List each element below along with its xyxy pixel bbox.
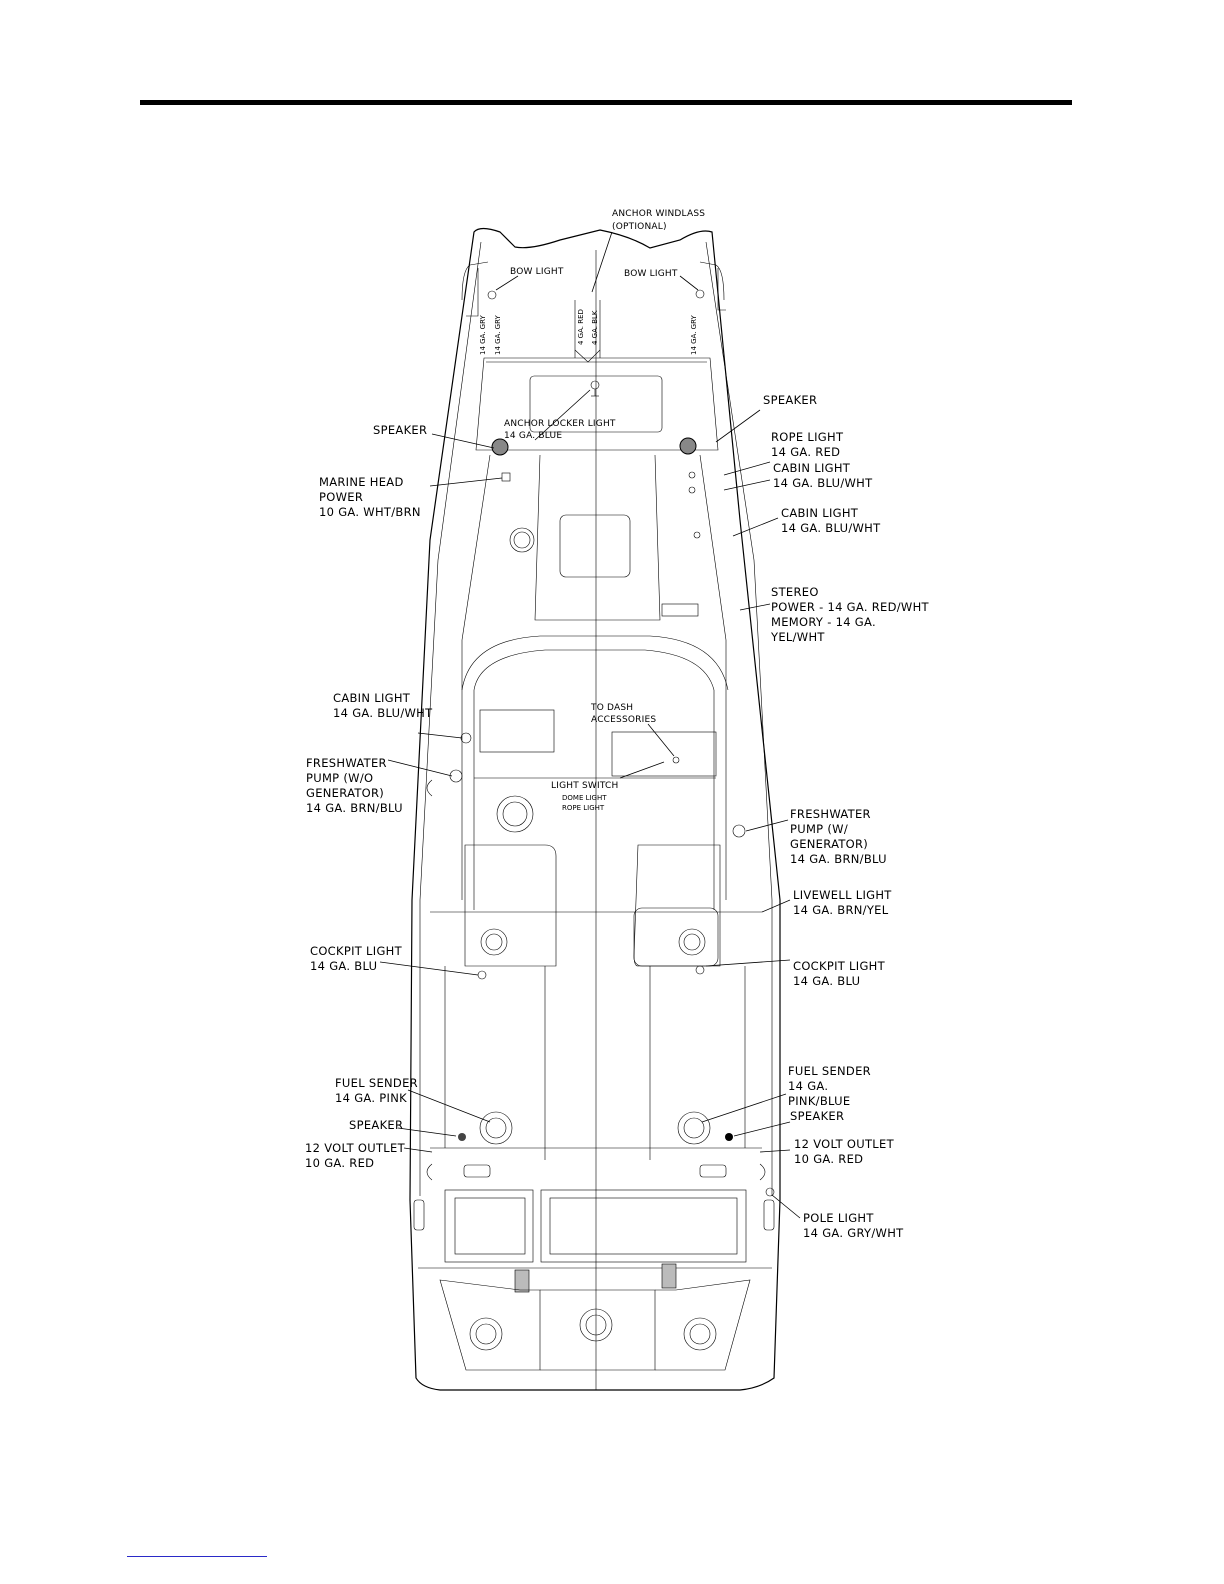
label-fuel-sender-right-1: FUEL SENDER — [788, 1064, 871, 1078]
label-fuel-sender-right-3: PINK/BLUE — [788, 1094, 851, 1108]
label-rope-light-2: 14 GA. RED — [771, 445, 841, 459]
label-pole-light-1: POLE LIGHT — [803, 1211, 874, 1225]
label-to-dash-1: TO DASH — [591, 703, 634, 713]
label-cabin-light-r2-1: CABIN LIGHT — [781, 506, 859, 520]
cabin — [450, 455, 745, 910]
labels — [305, 209, 930, 1240]
label-cockpit-left-2: 14 GA. BLU — [310, 959, 378, 973]
footer-rule — [127, 1556, 267, 1557]
label-stereo-4: YEL/WHT — [771, 630, 825, 644]
label-fuel-sender-left-2: 14 GA. PINK — [335, 1091, 407, 1105]
label-marine-head-2: POWER — [319, 490, 364, 504]
label-freshwater-right-3: GENERATOR) — [790, 837, 869, 851]
label-cabin-light-r1-1: CABIN LIGHT — [773, 461, 851, 475]
leader-lines — [380, 232, 800, 1218]
bow-light-left-icon — [488, 291, 496, 299]
label-livewell-1: LIVEWELL LIGHT — [793, 888, 892, 902]
label-freshwater-right-1: FRESHWATER — [790, 807, 871, 821]
label-stereo-3: MEMORY - 14 GA. — [771, 615, 876, 629]
label-rope-light-switch: ROPE LIGHT — [562, 804, 605, 812]
label-wire-gry-1: 14 GA. GRY — [479, 315, 487, 355]
label-marine-head-3: 10 GA. WHT/BRN — [319, 505, 421, 519]
label-anchor-locker-light-2: 14 GA. BLUE — [504, 431, 563, 441]
label-outlet-left-2: 10 GA. RED — [305, 1156, 375, 1170]
label-freshwater-left-4: 14 GA. BRN/BLU — [306, 801, 403, 815]
label-cabin-light-r1-2: 14 GA. BLU/WHT — [773, 476, 873, 490]
label-livewell-2: 14 GA. BRN/YEL — [793, 903, 889, 917]
label-fuel-sender-left-1: FUEL SENDER — [335, 1076, 418, 1090]
bow-light-right-icon — [696, 290, 704, 298]
label-to-dash-2: ACCESSORIES — [591, 715, 657, 725]
label-freshwater-left-3: GENERATOR) — [306, 786, 385, 800]
label-stereo-2: POWER - 14 GA. RED/WHT — [771, 600, 929, 614]
label-freshwater-left-2: PUMP (W/O — [306, 771, 374, 785]
label-outlet-right-2: 10 GA. RED — [794, 1152, 864, 1166]
label-fuel-sender-right-2: 14 GA. — [788, 1079, 829, 1093]
label-bow-light-left: BOW LIGHT — [510, 267, 564, 277]
label-cabin-light-left-1: CABIN LIGHT — [333, 691, 411, 705]
label-cabin-light-left-2: 14 GA. BLU/WHT — [333, 706, 433, 720]
label-speaker-aft-left: SPEAKER — [349, 1118, 404, 1132]
label-light-switch: LIGHT SWITCH — [551, 781, 619, 791]
label-anchor-windlass-1: ANCHOR WINDLASS — [612, 209, 706, 219]
label-freshwater-left-1: FRESHWATER — [306, 756, 387, 770]
label-speaker-fwd-right: SPEAKER — [763, 393, 818, 407]
label-speaker-aft-right: SPEAKER — [790, 1109, 845, 1123]
label-rope-light-1: ROPE LIGHT — [771, 430, 844, 444]
label-anchor-locker-light-1: ANCHOR LOCKER LIGHT — [504, 419, 616, 429]
label-bow-light-right: BOW LIGHT — [624, 269, 678, 279]
label-speaker-fwd-left: SPEAKER — [373, 423, 428, 437]
label-cockpit-right-2: 14 GA. BLU — [793, 974, 861, 988]
label-outlet-right-1: 12 VOLT OUTLET — [794, 1137, 894, 1151]
label-anchor-windlass-2: (OPTIONAL) — [612, 222, 667, 232]
label-freshwater-right-4: 14 GA. BRN/BLU — [790, 852, 887, 866]
label-marine-head-1: MARINE HEAD — [319, 475, 404, 489]
label-freshwater-right-2: PUMP (W/ — [790, 822, 848, 836]
speaker-fwd-right-icon — [680, 438, 696, 454]
label-cockpit-right-1: COCKPIT LIGHT — [793, 959, 885, 973]
label-cockpit-left-1: COCKPIT LIGHT — [310, 944, 402, 958]
label-stereo-1: STEREO — [771, 585, 819, 599]
label-wire-gry-3: 14 GA. GRY — [690, 315, 698, 355]
label-outlet-left-1: 12 VOLT OUTLET — [305, 1141, 405, 1155]
label-wire-blk: 4 GA. BLK — [591, 310, 599, 345]
label-dome-light: DOME LIGHT — [562, 794, 607, 802]
label-wire-gry-2: 14 GA. GRY — [494, 315, 502, 355]
label-cabin-light-r2-2: 14 GA. BLU/WHT — [781, 521, 881, 535]
label-pole-light-2: 14 GA. GRY/WHT — [803, 1226, 904, 1240]
speaker-fwd-left-icon — [492, 439, 508, 455]
label-wire-red: 4 GA. RED — [577, 309, 585, 345]
